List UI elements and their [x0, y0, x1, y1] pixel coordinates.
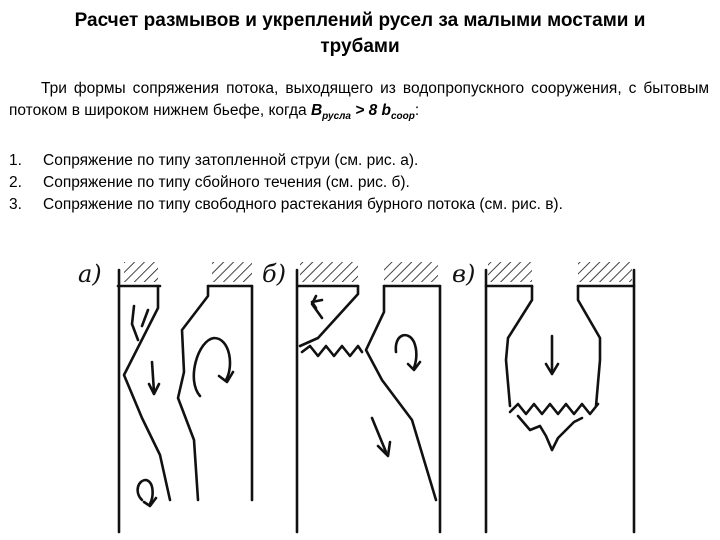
list-item: 1. Сопряжение по типу затопленной струи (см. рис. а). [9, 152, 419, 169]
figure-label-a: а) [78, 260, 102, 288]
b-structure-symbol: $b_{соор}$ [381, 102, 415, 123]
list-item: 2. Сопряжение по типу сбойного течения (см. рис. б). [9, 174, 410, 191]
list-item: 3. Сопряжение по типу свободного растекания бурного потока (см. рис. в). [9, 196, 563, 213]
title-line-1: Расчет размывов и укреплений русел за малыми мостами и [74, 10, 646, 31]
figure-label-b: б) [262, 260, 287, 288]
figure-label-c: в) [452, 260, 476, 288]
intro-text: Три формы сопряжения потока, выходящего из водопропускного сооружения, с бытовым потоком в широком нижнем бьефе, когда [9, 80, 709, 119]
scheme-b [262, 260, 440, 532]
b-river-symbol: $B_{русла}$ [310, 102, 351, 123]
title-line-2: трубами [320, 36, 400, 57]
scheme-a [78, 260, 252, 532]
intro-colon: : [414, 102, 420, 119]
relation-symbol: > 8 [350, 102, 382, 119]
scheme-c [452, 260, 634, 532]
